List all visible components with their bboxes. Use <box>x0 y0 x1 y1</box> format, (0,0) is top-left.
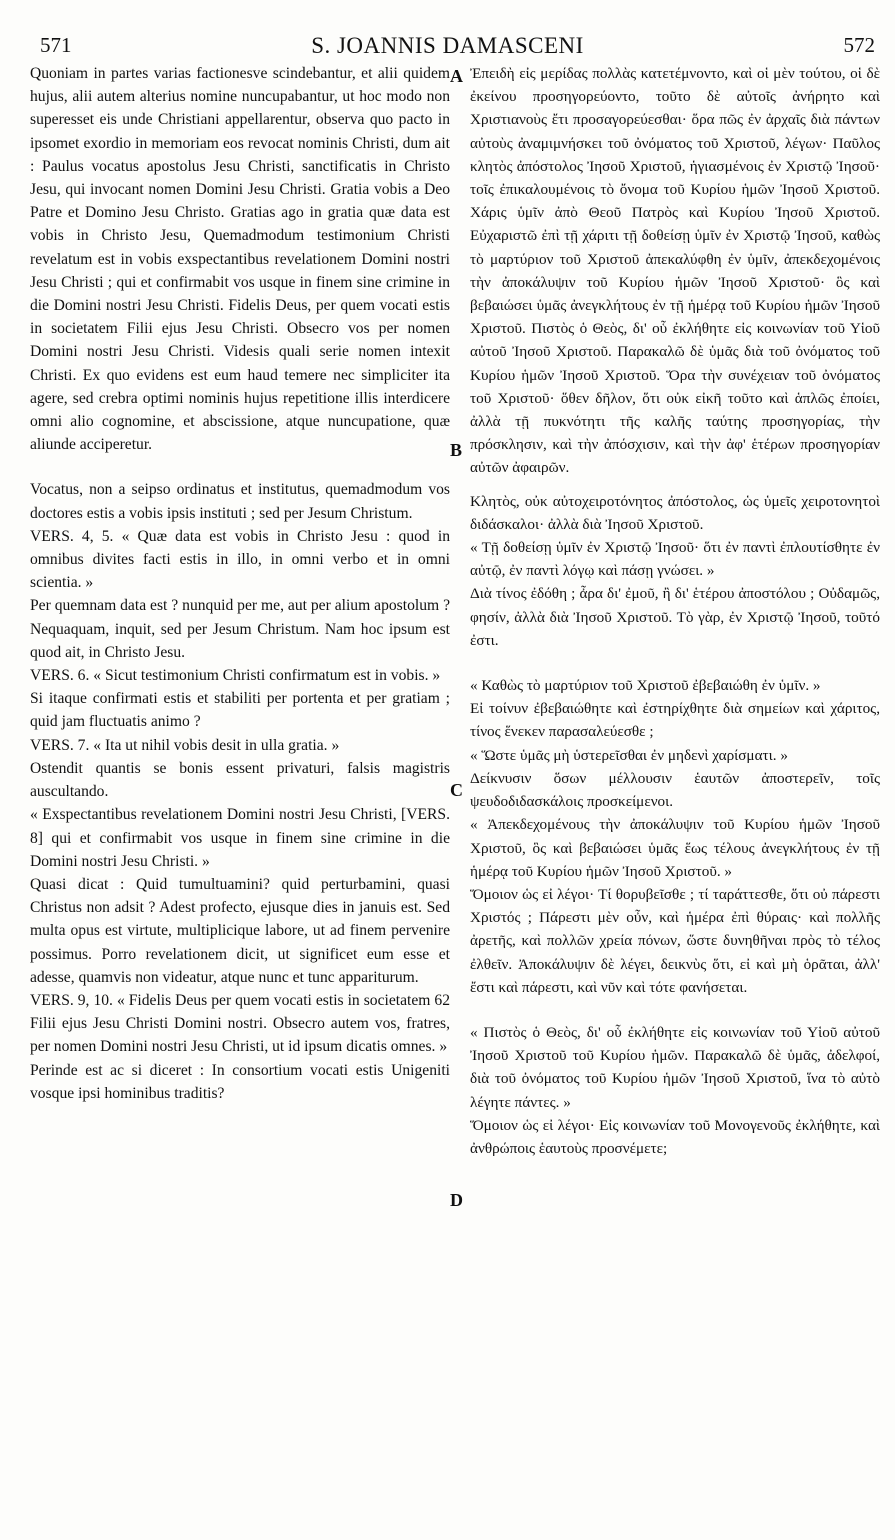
page-number-right: 572 <box>843 33 875 57</box>
latin-paragraph: Quasi dicat : Quid tumultuamini? quid perturbamini, quasi Christus non adsit ? Adest profecto, ejusque dies in januis est. Sed multa opus est virtute, multiplicique labore, ut ad finem pervenire possimus. Porro revelationem dicit, ut significet eum esse et adesse, quamvis non videatur, atque nunc et tunc appariturum. <box>30 875 450 986</box>
greek-paragraph: Ὅμοιον ὡς εἰ λέγοι· Εἰς κοινωνίαν τοῦ Μονογενοῦς ἐκλήθητε, καὶ ἀνθρώποις ἑαυτοὺς προσνέμετε; <box>470 1116 880 1157</box>
latin-paragraph: Ostendit quantis se bonis essent privaturi, falsis magistris auscultando. <box>30 759 450 801</box>
greek-column <box>470 62 880 1160</box>
section-marker-d: D <box>450 1190 463 1210</box>
latin-paragraph: VERS. 4, 5. « Quæ data est vobis in Christo Jesu : quod in omnibus divites facti estis in illo, in omni verbo et in omni scientia. » <box>30 527 450 592</box>
latin-paragraph: Si itaque confirmati estis et stabiliti per portenta et per gratiam ; quid jam fluctuatis animo ? <box>30 690 450 731</box>
latin-paragraph: Perinde est ac si diceret : In consortium vocati estis Unigeniti vosque ipsi hominibus traditis? <box>30 1061 450 1102</box>
section-marker-a: A <box>450 66 463 86</box>
latin-paragraph: VERS. 6. « Sicut testimonium Christi confirmatum est in vobis. » <box>30 667 441 685</box>
greek-paragraph: Ἐπειδὴ εἰς μερίδας πολλὰς κατετέμνοντο, καὶ οἱ μὲν τούτου, οἱ δὲ ἐκείνου προσηγορεύοντο, τοῦτο δὲ αὐτοῖς ἀνήρητο καὶ Χριστιανοὺς ἔτι προσαγορεύεσθαι· ὅρα πῶς ἐν ἀρχαῖς διὰ πάντων αὐτοὺς ἀναμιμνήσκει τοῦ ὀνόματος τοῦ Χριστοῦ, λέγων· Παῦλος κλητὸς ἀπόστολος Ἰησοῦ Χριστοῦ, ἡγιασμένοις ἐν Χριστῷ Ἰησοῦ· τοῖς ἐπικαλουμένοις τὸ ὄνομα τοῦ Κυρίου ἡμῶν Ἰησοῦ Χριστοῦ. Χάρις ὑμῖν ἀπὸ Θεοῦ Πατρὸς καὶ Κυρίου Ἰησοῦ Χριστοῦ. Εὐχαριστῶ ἐπὶ τῇ χάριτι τῇ δοθείσῃ ὑμῖν ἐν Χριστῷ Ἰησοῦ, καθὼς τὸ μαρτύριον τοῦ Χριστοῦ ἀπεκαλύφθη ἐν ὑμῖν, ἀπεκδεχομένοις τὴν ἀποκάλυψιν τοῦ Κυρίου ἡμῶν Ἰησοῦ Χριστοῦ· ὃς καὶ βεβαιώσει ὑμᾶς ἀνεγκλήτους ἐν τῇ ἡμέρᾳ τοῦ Κυρίου ἡμῶν Ἰησοῦ Χριστοῦ. Πιστὸς ὁ Θεὸς, δι' οὗ ἐκλήθητε εἰς κοινωνίαν τοῦ Υἱοῦ αὐτοῦ Ἰησοῦ Χριστοῦ. Παρακαλῶ δὲ ὑμᾶς διὰ τοῦ ὀνόματος τοῦ Κυρίου ἡμῶν Ἰησοῦ Χριστοῦ. Ὅρα τὴν συνέχειαν τοῦ ὀνόματος τοῦ Χριστοῦ· ὅθεν δῆλον, ὅτι οὐκ εἰκῆ τοῦτο καὶ ἁπλῶς ἐποίει, ἀλλὰ τῇ πυκνότητι τῆς καλῆς ταύτης προσηγορίας, τὴν πρόσκλησιν, καὶ τὴν ἀπόσχισιν, καὶ τὴν ἀφ' ἑτέρων προσηγορίαν αὐτῶν ἀφαιρῶν. <box>470 65 880 477</box>
latin-paragraph: VERS. 7. « Ita ut nihil vobis desit in ulla gratia. » <box>30 736 340 754</box>
greek-paragraph: Εἰ τοίνυν ἐβεβαιώθητε καὶ ἐστηρίχθητε διὰ σημείων καὶ χάριτος, τίνος ἕνεκεν παρασαλεύεσθε ; <box>470 700 880 741</box>
latin-paragraph: « Exspectantibus revelationem Domini nostri Jesu Christi, [VERS. 8] qui et confirmabit vos usque in finem sine crimine in die Domini nostri Jesu Christi. » <box>30 806 450 870</box>
page-number-left: 571 <box>40 33 72 57</box>
greek-paragraph: Διὰ τίνος ἐδόθη ; ἆρα δι' ἐμοῦ, ἢ δι' ἑτέρου ἀποστόλου ; Οὐδαμῶς, φησίν, ἀλλὰ διὰ Ἰησοῦ Χριστοῦ. Τὸ γὰρ, ἐν Χριστῷ Ἰησοῦ, τοῦτό ἐστι. <box>470 585 880 649</box>
greek-paragraph: « Ἀπεκδεχομένους τὴν ἀποκάλυψιν τοῦ Κυρίου ἡμῶν Ἰησοῦ Χριστοῦ, ὃς καὶ βεβαιώσει ὑμᾶς ἕως τέλους ἀνεγκλήτους ἐν τῇ ἡμέρᾳ τοῦ Κυρίου ἡμῶν Ἰησοῦ Χριστοῦ. » <box>470 816 880 880</box>
latin-column <box>30 62 450 1105</box>
greek-paragraph: Δείκνυσιν ὅσων μέλλουσιν ἑαυτῶν ἀποστερεῖν, τοῖς ψευδοδιδασκάλοις προσκείμενοι. <box>470 769 880 811</box>
section-marker-b: B <box>450 440 463 460</box>
section-marker-c: C <box>450 780 463 800</box>
greek-paragraph: Κλητὸς, οὐκ αὐτοχειροτόνητος ἀπόστολος, ὡς ὑμεῖς χειροτονητοὶ διδάσκαλοι· ἀλλὰ διὰ Ἰησοῦ Χριστοῦ. <box>470 492 880 533</box>
running-header <box>0 33 895 61</box>
running-title: S. JOANNIS DAMASCENI <box>311 33 584 58</box>
latin-paragraph: Vocatus, non a seipso ordinatus et institutus, quemadmodum vos doctores estis a vobis ipsis instituti ; sed per Jesum Christum. <box>30 481 450 522</box>
greek-paragraph: « Πιστὸς ὁ Θεὸς, δι' οὗ ἐκλήθητε εἰς κοινωνίαν τοῦ Υἱοῦ αὐτοῦ Ἰησοῦ Χριστοῦ τοῦ Κυρίου ἡμῶν. Παρακαλῶ δὲ ὑμᾶς, ἀδελφοί, διὰ τοῦ ὀνόματος τοῦ Κυρίου ἡμῶν Ἰησοῦ Χριστοῦ, ἵνα τὸ αὐτὸ λέγητε πάντες. » <box>470 1023 880 1111</box>
latin-paragraph: Per quemnam data est ? nunquid per me, aut per alium apostolum ? Nequaquam, inquit, sed per Jesum Christum. Nam hoc ipsum est quod ait, in Christo Jesu. <box>30 597 450 661</box>
greek-paragraph: Ὅμοιον ὡς εἰ λέγοι· Τί θορυβεῖσθε ; τί ταράττεσθε, ὅτι οὐ πάρεστι Χριστός ; Πάρεστι μὲν οὖν, καὶ ἡμέρα ἐπὶ θύραις· καὶ πολλῆς ἀρετῆς, καὶ πολλῶν χρεία πόνων, ὥστε δυνηθῆναι πρὸς τὸ τέλος ἐλθεῖν. Ἀποκάλυψιν δὲ λέγει, δεικνὺς ὅτι, εἰ καὶ μὴ ὁρᾶται, ἀλλ' ἔστι καὶ πάρεστι, καὶ νῦν καὶ τότε φανήσεται. <box>470 885 880 996</box>
latin-paragraph: VERS. 9, 10. « Fidelis Deus per quem vocati estis in societatem 62 Filii ejus Jesu Christi Domini nostri. Obsecro autem vos, fratres, per nomen Domini nostri Jesu Christi, ut id ipsum dicatis omnes. » <box>30 991 450 1056</box>
greek-paragraph: « Ὥστε ὑμᾶς μὴ ὑστερεῖσθαι ἐν μηδενὶ χαρίσματι. » <box>470 746 788 764</box>
greek-paragraph: « Καθὼς τὸ μαρτύριον τοῦ Χριστοῦ ἐβεβαιώθη ἐν ὑμῖν. » <box>470 677 821 695</box>
greek-paragraph: « Τῇ δοθείσῃ ὑμῖν ἐν Χριστῷ Ἰησοῦ· ὅτι ἐν παντὶ ἐπλουτίσθητε ἐν αὐτῷ, ἐν παντὶ λόγῳ καὶ πάσῃ γνώσει. » <box>470 539 880 580</box>
latin-paragraph: Quoniam in partes varias factionesve scindebantur, et alii quidem hujus, alii autem alterius nomine nuncupabantur, ut hoc modo non superesset eis unde Christiani appellarentur, observa quo pacto in ipsomet exordio in memoriam eos revocat nominis Christi, dum ait : Paulus vocatus apostolus Jesu Christi, sanctificatis in Christo Jesu, qui invocant nomen Domini Jesu Christi. Gratia vobis a Deo Patre et Domino Jesu Christo. Gratias ago in gratia quæ data est vobis in Christo Jesu, Quemadmodum testimonium Christi revelatum est in vobis exspectantibus revelationem Domini nostri Jesu Christi ; qui et confirmabit vos usque in finem sine crimine in die Domini nostri Jesu Christi. Fidelis Deus, per quem vocati estis in societatem Filii ejus Jesu Christi. Obsecro vos per nomen Domini nostri Jesu Christi. Videsis quali serie nomen intexit Christi. Ex quo evidens est eum haud temere nec simpliciter ita agere, sed crebra optimi nominis hujus repetitione illis interdicere omni alio cognomine, et abscissione, atque nuncupatione, quæ aliunde acciperetur. <box>30 65 450 454</box>
